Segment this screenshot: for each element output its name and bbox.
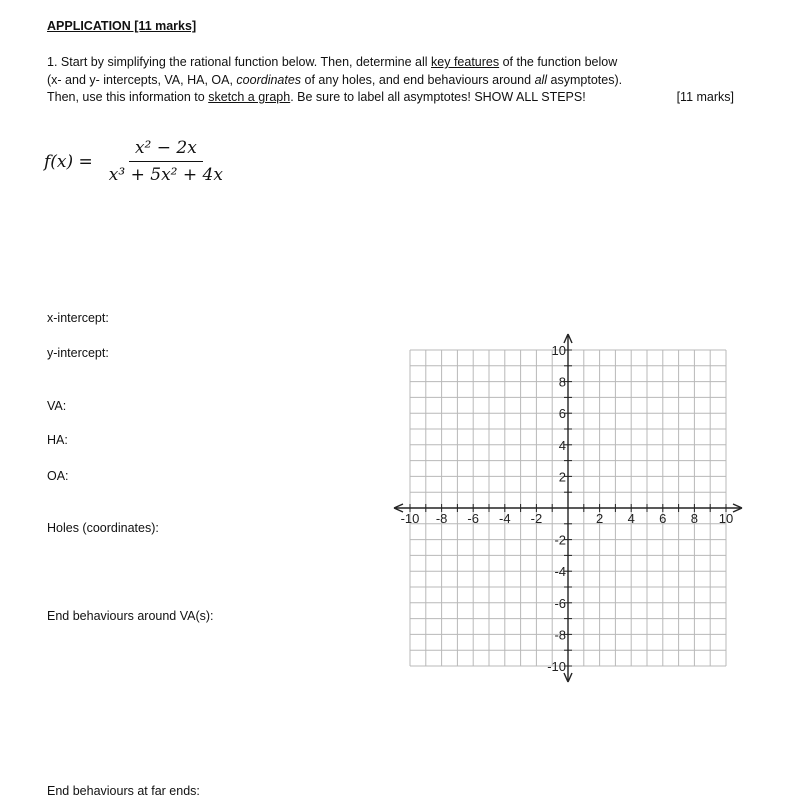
numerator: x² − 2x: [129, 138, 203, 162]
denominator: x³ + 5x² + 4x: [108, 165, 223, 185]
y-tick-label: -8: [554, 627, 566, 643]
y-tick-label: -6: [554, 595, 566, 611]
y-tick-label: -10: [547, 659, 566, 674]
x-tick-label: -10: [400, 511, 420, 526]
va-label: VA:: [47, 399, 67, 413]
key-features-link: key features: [431, 55, 500, 69]
question-line-2: (x- and y- intercepts, VA, HA, OA, coordinates of any holes, and end behaviours around all asymptotes).: [47, 72, 623, 87]
y-tick-label: -2: [554, 532, 566, 548]
question-line-1: 1. Start by simplifying the rational function below. Then, determine all key features of the function below: [47, 55, 618, 69]
x-tick-label: 4: [627, 511, 635, 526]
x-tick-label: -2: [530, 511, 543, 526]
end-behaviour-va-label: End behaviours around VA(s):: [47, 609, 214, 623]
function-lhs: f(x) =: [44, 151, 93, 172]
y-tick-label: 10: [551, 343, 566, 358]
y-tick-label: 4: [558, 437, 566, 453]
x-tick-label: 10: [718, 511, 734, 526]
end-behaviour-far-label: End behaviours at far ends:: [47, 784, 200, 798]
x-tick-label: -6: [467, 511, 479, 526]
y-tick-label: -4: [554, 564, 566, 580]
oa-label: OA:: [47, 469, 69, 483]
x-tick-label: -8: [435, 511, 448, 526]
holes-label: Holes (coordinates):: [47, 521, 159, 535]
ha-label: HA:: [47, 433, 68, 447]
x-tick-label: 6: [659, 511, 667, 526]
y-intercept-label: y-intercept:: [47, 346, 109, 360]
question-line-3: Then, use this information to sketch a graph. Be sure to label all asymptotes! SHOW ALL STEPS!: [47, 90, 586, 104]
x-tick-label: 2: [595, 511, 604, 526]
y-tick-label: 8: [558, 374, 566, 390]
question-marks: [11 marks]: [676, 90, 734, 104]
section-heading: APPLICATION [11 marks]: [47, 19, 197, 33]
y-tick-label: 2: [558, 469, 566, 485]
y-tick-label: 6: [558, 406, 566, 422]
sketch-graph-link: sketch a graph: [208, 90, 291, 104]
x-tick-label: -4: [499, 511, 511, 526]
x-tick-label: 8: [690, 511, 699, 526]
x-intercept-label: x-intercept:: [47, 311, 109, 325]
